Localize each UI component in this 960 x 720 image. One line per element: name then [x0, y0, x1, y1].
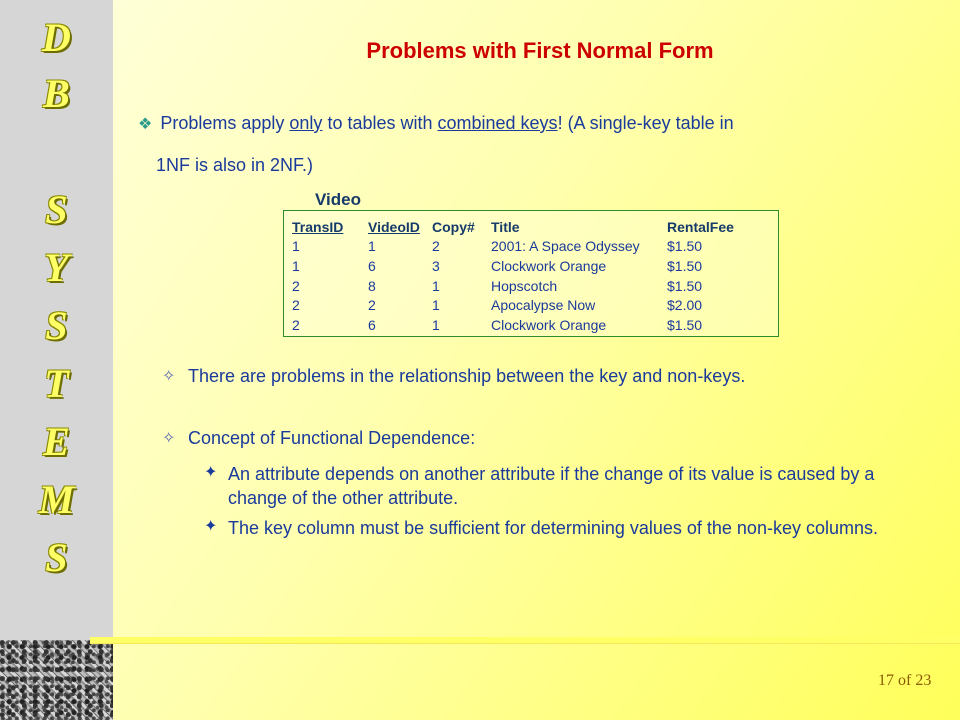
four-point-star-outline-icon: ✧ — [162, 368, 176, 385]
table-cell: 1 — [368, 238, 376, 255]
table-row — [292, 315, 778, 335]
table-cell: 1 — [432, 297, 440, 314]
table-cell: 2 — [432, 238, 440, 255]
table-cell: $1.50 — [667, 277, 703, 294]
footer-divider — [90, 637, 960, 644]
sidebar-letter: S — [45, 535, 68, 580]
bullet-item — [162, 366, 745, 387]
table-cell: $2.00 — [667, 297, 703, 314]
table-header-row — [292, 217, 778, 237]
table-cell: $1.50 — [667, 316, 703, 333]
column-header: Title — [491, 218, 520, 235]
table-cell: 2 — [292, 297, 300, 314]
page-number: 17 of 23 — [878, 672, 932, 689]
sub-bullet-text: The key column must be sufficient for determining values of the non-key columns. — [228, 518, 878, 538]
sidebar-letter: Y — [44, 245, 69, 290]
sub-bullet-item — [204, 516, 884, 540]
sub-bullet-text: An attribute depends on another attribute if the change of its value is caused by a change of the other attribute. — [228, 464, 875, 508]
column-header: TransID — [292, 218, 344, 235]
four-point-star-solid-icon: ✦ — [204, 518, 218, 535]
sidebar-letter: E — [43, 419, 70, 464]
sidebar-letter: S — [45, 187, 68, 232]
column-header: RentalFee — [667, 218, 734, 235]
intro-text: to tables with — [322, 113, 438, 133]
table-cell: 2 — [292, 316, 300, 333]
sidebar-letter: S — [45, 303, 68, 348]
table-cell: 1 — [432, 277, 440, 294]
table-cell: 1 — [292, 238, 300, 255]
intro-line-1 — [138, 103, 878, 145]
diamond-bullet-icon: ❖ — [138, 116, 153, 133]
table-cell: 8 — [368, 277, 376, 294]
table-cell: Apocalypse Now — [491, 297, 596, 314]
table-cell: Clockwork Orange — [491, 316, 607, 333]
sidebar-letter: B — [43, 71, 70, 116]
intro-line-2: 1NF is also in 2NF.) — [156, 155, 314, 175]
table-cell: 1 — [292, 257, 300, 274]
bullet-text: There are problems in the relationship between the key and non-keys. — [188, 366, 746, 386]
table-cell: Hopscotch — [491, 277, 558, 294]
table-row — [292, 256, 778, 276]
sidebar-letter: M — [38, 477, 75, 522]
column-header: Copy# — [432, 218, 475, 235]
four-point-star-solid-icon: ✦ — [204, 464, 218, 481]
table-cell: $1.50 — [667, 238, 703, 255]
table-cell: 6 — [368, 316, 376, 333]
sidebar-panel — [0, 0, 113, 640]
table-cell: Clockwork Orange — [491, 257, 607, 274]
table-cell: $1.50 — [667, 257, 703, 274]
table-title: Video — [315, 190, 361, 209]
table-cell: 2001: A Space Odyssey — [491, 238, 640, 255]
granite-texture — [0, 640, 113, 720]
video-table — [283, 210, 779, 337]
intro-emphasis-only: only — [289, 113, 323, 133]
table-cell: 2 — [368, 297, 376, 314]
sidebar-letter: D — [42, 15, 71, 60]
bullet-item — [162, 428, 475, 449]
table-row — [292, 237, 778, 257]
table-row — [292, 276, 778, 296]
table-cell: 6 — [368, 257, 376, 274]
intro-emphasis-combined-keys: combined keys — [437, 113, 558, 133]
four-point-star-outline-icon: ✧ — [162, 430, 176, 447]
bullet-text: Concept of Functional Dependence: — [188, 428, 476, 448]
table-cell: 3 — [432, 257, 440, 274]
table-cell: 1 — [432, 316, 440, 333]
intro-text: ! (A single-key table in — [557, 113, 734, 133]
table-row — [292, 295, 778, 315]
intro-text: Problems apply — [160, 113, 290, 133]
sub-bullet-item — [204, 462, 884, 510]
sidebar-letter: T — [44, 361, 69, 406]
slide-title: Problems with First Normal Form — [366, 38, 714, 63]
column-header: VideoID — [368, 218, 420, 235]
table-cell: 2 — [292, 277, 300, 294]
intro-paragraph — [138, 103, 878, 185]
